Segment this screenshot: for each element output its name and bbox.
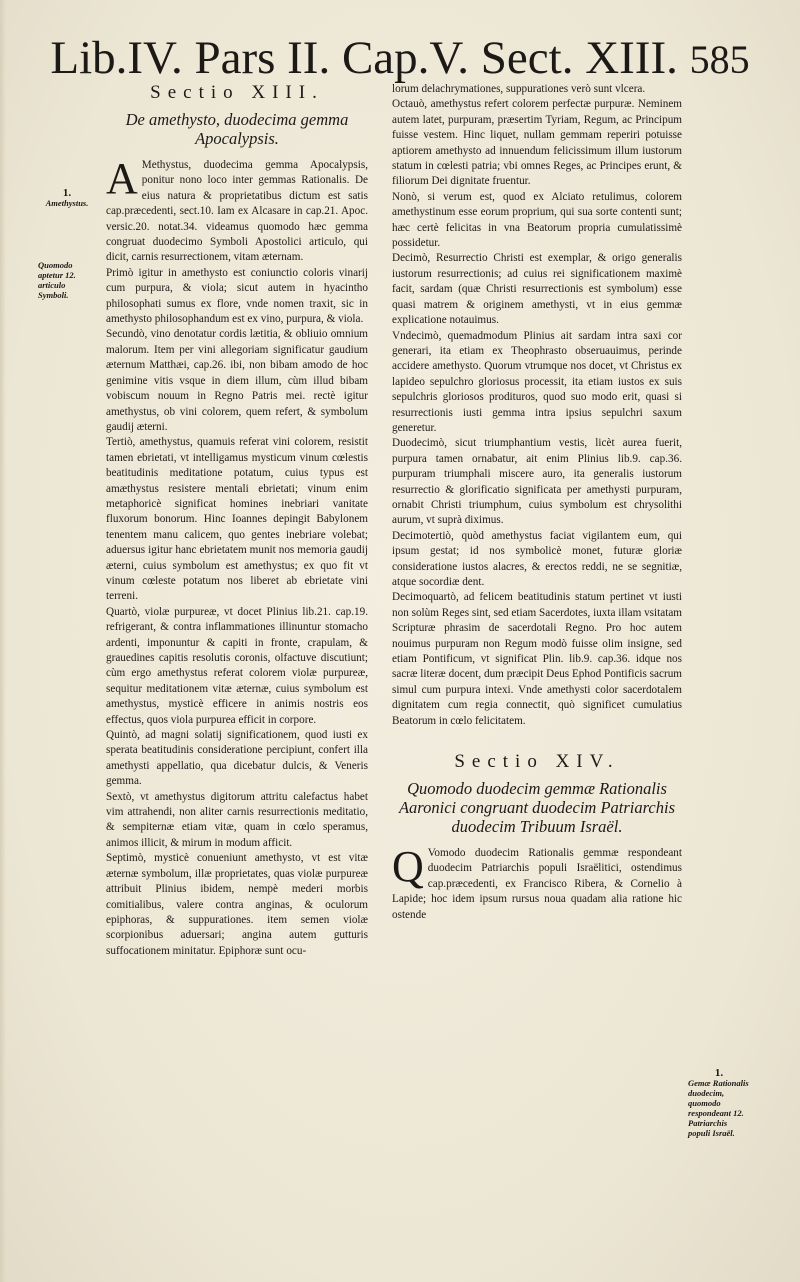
paragraph: Decimotertiò, quòd amethystus faciat vigilantem eum, qui ipsum gestat; id nos symbolicè monet, futuræ gloriæ consideratione iustos alacres, & erectos reddi, ne se segnitiæ, atque socordiæ dent. [392,529,682,588]
paragraph: Primò igitur in amethysto est coniunctio coloris vinarij cum purpura, & viola; sicut autem in hyacintho philosophati sumus ex flore, vnde nomen traxit, sic in amethysto philosophandum est ex vino, purpura, & viola. [106,266,368,326]
paragraph: Sextò, vt amethystus digitorum attritu calefactus habet vim attrahendi, non aliter carnis resurrectionis meditatio, & sempiternæ etiam vitæ, quam in cœlo speramus, animos illicit, & mirum in modum afficit. [106,790,368,849]
section-heading: Sectio XIV. [454,751,620,773]
left-column [106,82,368,959]
header-title: Lib.IV. Pars II. Cap.V. Sect. XIII. [50,32,678,84]
drop-cap: A [106,154,138,203]
paragraph: Duodecimò, sicut triumphantium vestis, licèt aurea fuerit, purpura tamen ornabatur, ait enim Plinius lib.9. cap.36. purpuram triumphali miscere auro, ita generalis iustorum resurrectio & glorificatio significata per amethysti purpuram, ornabit Christi triumphum, cuius symbolum est chrysolithi aurum, vt suprà diximus. [392,437,682,527]
paragraph: Decimò, Resurrectio Christi est exemplar, & origo generalis iustorum resurrectionis; ad cuius rei significationem maximè facit, sardam (quæ Christi resurrectionis est symbolum) esse quasi matrem & originem amethysti, vt in eius gemmæ explicatione notauimus. [392,252,682,327]
margin-note-number: 1. [714,1067,724,1079]
section-heading: Sectio XIII. [150,82,324,103]
paragraph: Quintò, ad magni solatij significationem, quod iusti ex sperata beatitudinis consideratione percipiunt, confert illa amethysti appellatio, qua dicebatur dulcis, & Veneris gemma. [106,729,368,788]
paragraph: Q Vomodo duodecim Rationalis gemmæ respondeant duodecim Patriarchis populi Israëlitici, ostendimus cap.præcedenti, ex Francisco Ribera, & Cornelio à Lapide; hoc idem ipsum rursus noua quadam alia ratione hic ostende [392,842,682,921]
paragraph: Vndecimò, quemadmodum Plinius ait sardam intra saxi cor generari, ita etiam ex Theophrasto obseruauimus, perinde accidere amethysto. Quorum vtrumque nos docet, vt Christus ex lapideo sepulchro gloriosus processit, ita etiam iustos ex suis sepulchris gloriosos prodituros, quod suo modo erit, quasi si resurrectionis iusti gemma intra ipsius sepulchri saxum generetur. [392,329,682,434]
paragraph: A Methystus, duodecima gemma Apocalypsis, ponitur nono loco inter gemmas Rationalis. De eius natura & proprietatibus dictum est satis cap.præcedenti, sect.10. Iam ex Alcasare in cap.21. Apoc. versic.20. notat.34. videamus quomodo hæc gemma congruat duodecimo Symboli Apostolici articulo, qui dicit, carnis resurrectionem, vitam æternam. [106,154,368,264]
paragraph: Secundò, vino denotatur cordis lætitia, & obliuio omnium malorum. Item per vini allegoriam significatur gaudium æternum Matthæi, cap.26. ibi, non bibam amodo de hoc genimine vitis vsque in diem illum, cùm illud bibam vobiscum nouum in Regno Patris mei. rectè igitur amethystus, ob vini colorem, quem refert, & symbolum gaudij æterni. [106,328,368,433]
margin-note-text: Gemæ Rationalis duodecim, quomodo respondeant 12. Patriarchis populi Israël. [688,1078,749,1138]
paragraph: Octauò, amethystus refert colorem perfectæ purpuræ. Neminem autem latet, purpuram, præsertim Tyriam, Regum, ac Principum fuisse vestem. Hinc liquet, nullam gemmam reperiri potuisse aptiorem amethysto ad innuendum felicissimum illum iustorum statum in cœlesti patria; vbi omnes Reges, ac Principes erunt, & filiorum Dei dignitate fruentur. [392,98,682,188]
margin-note-text: Amethystus. [45,198,89,208]
paragraph: Decimoquartò, ad felicem beatitudinis statum pertinet vt iusti non solùm Reges sint, sed etiam Sacerdotes, iuxta illam vsitatam Scripturæ phrasim de sacerdotali Regno. Pro hoc autem nouimus purpuram non Regum modò fuisse olim insigne, sed etiam Pontificum, vt significat Plin. lib.9. cap.36. idque nos sacræ literæ docent, dum præcipit Deus Ephod Pontificis sacrum simul cum purpura intexi. Vnde amethysti color sacerdotalem dignitatem cum regia connectit, quò significet cumulatius Beatorum in cœlo felicitatem. [392,591,682,727]
paragraph: Septimò, mysticè conueniunt amethysto, vt est vitæ æternæ symbolum, illæ proprietates, quas violæ purpureæ attribuit Plinius ibidem, nempè mederi morbis comitialibus, valere contra anginas, & oculorum epiphoras, & suppurationes. item semen violæ scorpionibus aduersari; angina autem gutturis suffocationem minitatur. Epiphoræ sunt ocu- [106,852,368,957]
right-column [392,82,682,923]
drop-cap: Q [392,842,424,892]
paragraph: Quartò, violæ purpureæ, vt docet Plinius lib.21. cap.19. refrigerant, & contra inflammationes illinuntur stomacho ardenti, imponuntur & capiti in fronte, crapulam, & grauedines capitis resolutis coronis, olfactuve discutiunt; cùm ergo amethystus referat colorem violæ purpureæ, sequitur meditationem vitæ æternæ, cuius symbolum est amethystus, mysticè efficere in animis nostris eos effectus, quos viola purpurea efficit in corpore. [106,605,368,726]
section-subtitle: Quomodo duodecim gemmæ Rationalis Aaronici congruant duodecim Patriarchis duodecim Tribuum Israël. [398,779,676,837]
section-subtitle: De amethysto, duodecima gemma Apocalypsis. [125,110,349,148]
page-number: 585 [689,37,750,82]
paragraph: Nonò, si verum est, quod ex Alciato retulimus, colorem amethystinum esse eorum proprium, qui sua sorte contenti sunt; hæc certè felicitas in vna Beatorum propria cumulatissimè possidetur. [392,190,682,250]
margin-note-symbolum: Quomodo aptetur 12. articulo Symboli. [38,260,76,300]
page-edge [0,0,6,1282]
margin-note-number: 1. [62,187,72,199]
running-header [0,28,800,90]
margin-note-rationalis [688,1068,750,1138]
paragraph: Tertiò, amethystus, quamuis referat vini colorem, resistit tamen ebrietati, vt intelligamus mysticum vinum cœlestis beatitudinis meditatione potatum, cuius typus est amæthystus resistere mentali ebrietati; vinum enim metaphoricè significat homines inebriari vanitate fluxorum bonorum. Hinc Ioannes depingit Babylonem tenentem manu calicem, quo gentes inebriare volebat; aduersus igitur hanc ebrietatem munit nos memoria gaudij æterni, cuius symbolum est amethystus; ex quo fit vt vinum cœleste potatum nos liberet ab ebrietate vini terreni. [106,436,368,603]
paragraph: lorum delachrymationes, suppurationes verò sunt vlcera. [392,83,646,95]
margin-note-amethystus [38,188,96,208]
